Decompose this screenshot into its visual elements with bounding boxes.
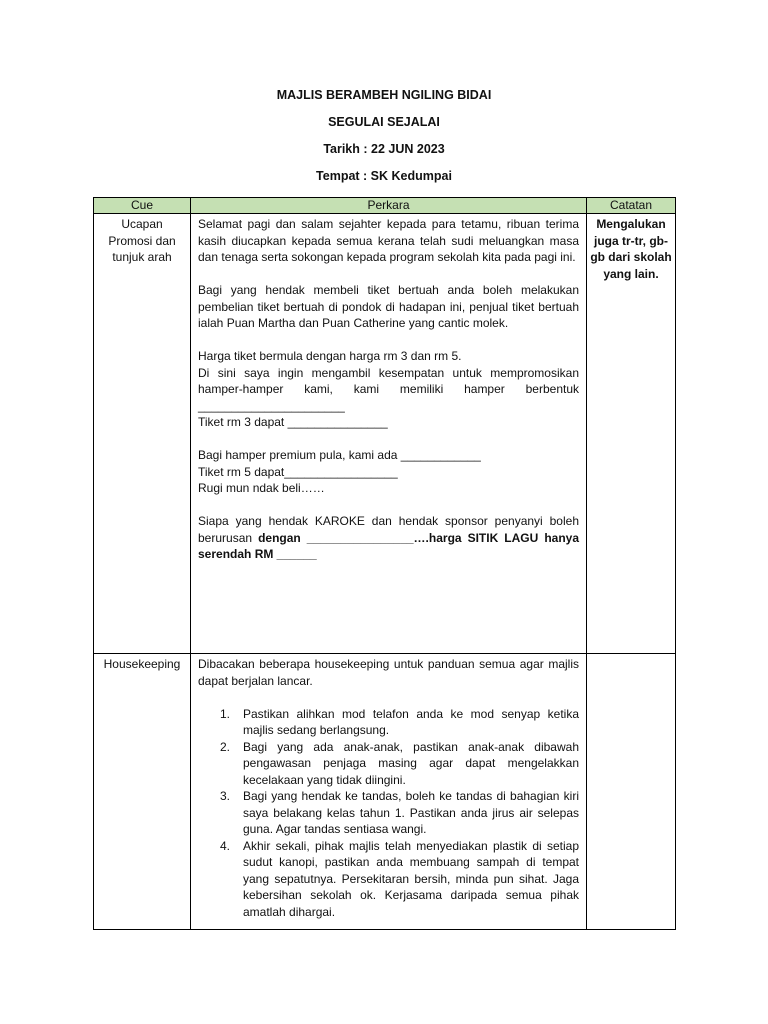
catatan-cell: Mengalukan juga tr-tr, gb-gb dari skolah yang lain. [587, 214, 676, 654]
rugi-line: Rugi mun ndak beli…… [198, 481, 325, 495]
doc-date: Tarikh : 22 JUN 2023 [323, 142, 445, 156]
list-item: 3. Bagi yang hendak ke tandas, boleh ke tandas di bahagian kiri saya belakang kelas tahun 1. Pastikan anda jirus air selepas guna. Agar tandas sentiasa wangi. [220, 789, 579, 836]
cue-cell: Ucapan Promosi dan tunjuk arah [94, 214, 191, 654]
cue-cell: Housekeeping [94, 654, 191, 930]
perkara-cell [191, 654, 587, 930]
column-header-cue: Cue [94, 198, 191, 214]
ticket-paragraph: Bagi yang hendak membeli tiket bertuah anda boleh melakukan pembelian tiket bertuah di pondok di hadapan ini, penjual tiket bertuah ialah Puan Martha dan Puan Catherine yang cantic molek. [198, 283, 579, 330]
karaoke-text: Siapa yang hendak KAROKE dan hendak sponsor penyanyi boleh berurusan [198, 514, 579, 545]
price-line: Harga tiket bermula dengan harga rm 3 dan rm 5. [198, 349, 462, 363]
doc-venue: Tempat : SK Kedumpai [316, 169, 452, 183]
list-item: 1. Pastikan alihkan mod telafon anda ke mod senyap ketika majlis sedang berlangsung. [220, 706, 579, 737]
table-row [94, 654, 676, 930]
greeting-paragraph: Selamat pagi dan salam sejahter kepada para tetamu, ribuan terima kasih diucapkan kepada semua kerana telah sudi meluangkan masa dan tenaga serta sokongan kepada program sekolah kita pada pagi ini. [198, 217, 579, 264]
agenda-table [93, 197, 676, 930]
doc-title: MAJLIS BERAMBEH NGILING BIDAI [276, 88, 492, 102]
hamper-paragraph: Di sini saya ingin mengambil kesempatan untuk mempromosikan hamper-hamper kami, kami memiliki hamper berbentuk ______________________ [198, 365, 579, 413]
karaoke-bold-text: dengan ________________….harga SITIK LAGU hanya serendah RM ______ [198, 530, 579, 561]
doc-subtitle: SEGULAI SEJALAI [328, 115, 440, 129]
list-item: 2. Bagi yang ada anak-anak, pastikan anak-anak dibawah pengawasan penjaga masing agar dapat mengelakkan kecelakaan yang tidak diingini. [220, 739, 579, 787]
table-header-row [94, 198, 676, 214]
column-header-perkara: Perkara [191, 198, 587, 214]
column-header-catatan: Catatan [587, 198, 676, 214]
rm5-line: Tiket rm 5 dapat_________________ [198, 464, 398, 479]
list-item: 4. Akhir sekali, pihak majlis telah menyediakan plastik di setiap sudut kanopi, pastikan anda membuang sampah di tempat yang sepatutnya. Persekitaran bersih, minda pun sihat. Jaga kebersihan sekolah ok. Kerjasama daripada semua pihak amatlah dihargai. [220, 838, 579, 919]
housekeeping-intro: Dibacakan beberapa housekeeping untuk panduan semua agar majlis dapat berjalan lancar. [198, 657, 579, 688]
premium-hamper-line: Bagi hamper premium pula, kami ada ____________ [198, 448, 481, 462]
perkara-cell [191, 214, 587, 654]
catatan-cell [587, 654, 676, 930]
table-row [94, 214, 676, 654]
rm3-line: Tiket rm 3 dapat _______________ [198, 415, 388, 429]
karaoke-paragraph [198, 513, 579, 563]
housekeeping-list [198, 706, 579, 921]
